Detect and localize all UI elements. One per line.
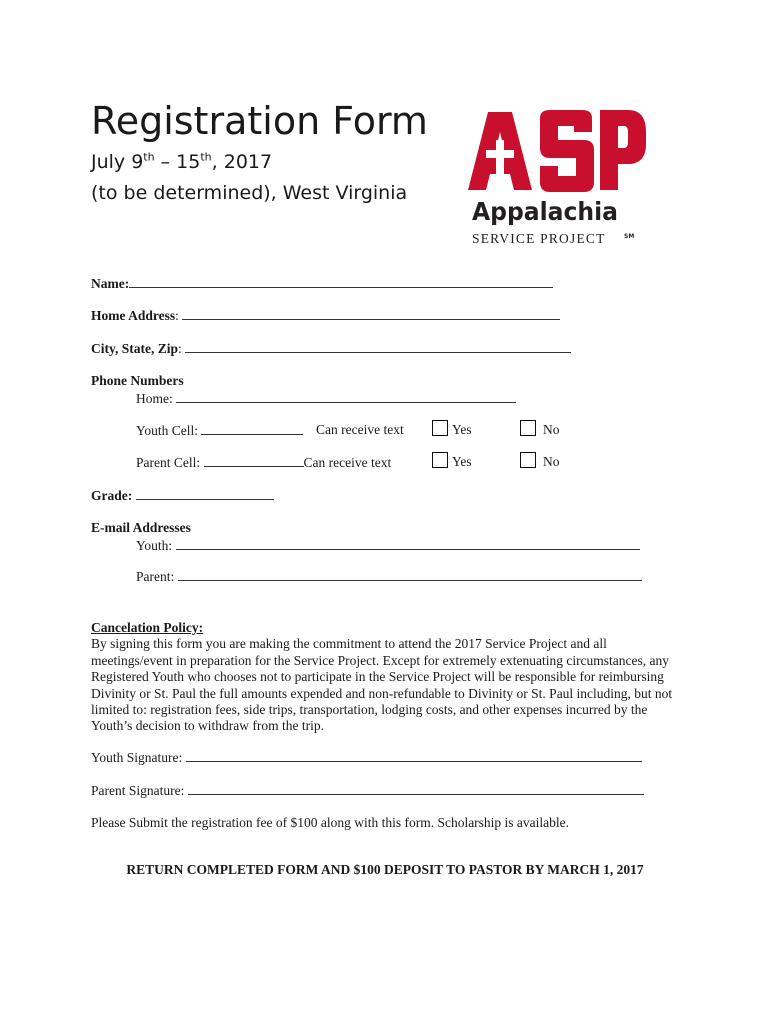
- youth-cell-label: Youth Cell:: [136, 423, 199, 438]
- logo-cross-post: [496, 140, 504, 184]
- parent-email-row: [136, 567, 642, 586]
- city-state-zip-label: City, State, Zip: [91, 341, 179, 356]
- event-location: (to be determined), West Virginia: [91, 182, 408, 204]
- date-sup-1: th: [143, 150, 155, 164]
- youth-signature-label: Youth Signature:: [91, 750, 183, 765]
- parent-text-yes-label: Yes: [452, 454, 472, 469]
- logo-letter-p: [600, 110, 646, 190]
- grade-row: [91, 486, 274, 505]
- youth-email-label: Youth:: [136, 538, 173, 553]
- youth-text-no-checkbox[interactable]: [520, 420, 536, 436]
- youth-text-yes-checkbox[interactable]: [432, 420, 448, 436]
- youth-signature-field[interactable]: [186, 748, 642, 762]
- youth-cell-row: [136, 421, 303, 440]
- fee-note: Please Submit the registration fee of $100 along with this form. Scholarship is available.: [91, 815, 570, 830]
- parent-text-no-label: No: [543, 454, 560, 469]
- colon: :: [175, 308, 179, 323]
- grade-field[interactable]: [136, 486, 274, 500]
- home-phone-row: [136, 389, 516, 408]
- logo-tagline: SERVICE PROJECT: [472, 231, 606, 246]
- youth-text-label: Can receive text: [316, 422, 404, 437]
- event-dates: [91, 149, 272, 175]
- parent-text-label: Can receive text: [303, 455, 392, 470]
- city-state-zip-row: [91, 339, 571, 358]
- name-field[interactable]: [129, 274, 553, 288]
- home-address-row: [91, 306, 560, 325]
- parent-cell-field[interactable]: [204, 453, 304, 467]
- return-note: RETURN COMPLETED FORM AND $100 DEPOSIT TO PASTOR BY MARCH 1, 2017: [126, 862, 644, 877]
- phone-numbers-heading: Phone Numbers: [91, 373, 184, 388]
- parent-signature-label: Parent Signature:: [91, 783, 185, 798]
- logo-letter-s: [540, 110, 594, 192]
- asp-logo: [466, 100, 654, 250]
- policy-body: By signing this form you are making the commitment to attend the 2017 Service Project and all meetings/event in preparation for the Service Project. Except for extremely extenuating circumstances, any Registered Youth who chooses not to participate in the Service Project will be responsible for reimbursing Divinity or St. Paul the full amounts expended and non-refundable to Divinity or St. Paul including, but not limited to: registration fees, side trips, transportation, lodging costs, and other expenses incurred by the Youth’s decision to withdraw from the trip.: [91, 636, 673, 734]
- cancelation-policy: [91, 620, 691, 735]
- parent-signature-row: [91, 781, 644, 800]
- youth-cell-field[interactable]: [201, 421, 303, 435]
- date-prefix: July 9: [91, 151, 144, 173]
- home-address-label: Home Address: [91, 308, 176, 323]
- logo-name: Appalachia: [472, 197, 618, 226]
- grade-label: Grade:: [91, 488, 133, 503]
- parent-email-label: Parent:: [136, 569, 175, 584]
- date-sup-2: th: [200, 150, 212, 164]
- youth-signature-row: [91, 748, 642, 767]
- email-addresses-heading: E-mail Addresses: [91, 520, 191, 535]
- name-label: Name:: [91, 276, 130, 291]
- parent-text-no-checkbox[interactable]: [520, 452, 536, 468]
- city-state-zip-field[interactable]: [185, 339, 571, 353]
- home-address-field[interactable]: [182, 306, 560, 320]
- home-phone-field[interactable]: [176, 389, 516, 403]
- parent-email-field[interactable]: [178, 567, 642, 581]
- parent-cell-row: [136, 453, 391, 472]
- policy-heading: Cancelation Policy:: [91, 620, 204, 635]
- youth-text-no-label: No: [543, 422, 560, 437]
- parent-text-yes-checkbox[interactable]: [432, 452, 448, 468]
- youth-email-row: [136, 536, 640, 555]
- date-suffix: , 2017: [211, 151, 273, 173]
- date-mid: – 15: [154, 151, 201, 173]
- home-phone-label: Home:: [136, 391, 173, 406]
- logo-service-mark: SM: [624, 233, 635, 240]
- parent-signature-field[interactable]: [188, 781, 644, 795]
- logo-asp-mark: [468, 110, 646, 192]
- name-row: [91, 274, 553, 293]
- youth-text-yes-label: Yes: [452, 422, 472, 437]
- colon: :: [178, 341, 182, 356]
- page-title: Registration Form: [91, 99, 428, 143]
- youth-email-field[interactable]: [176, 536, 640, 550]
- parent-cell-label: Parent Cell:: [136, 455, 201, 470]
